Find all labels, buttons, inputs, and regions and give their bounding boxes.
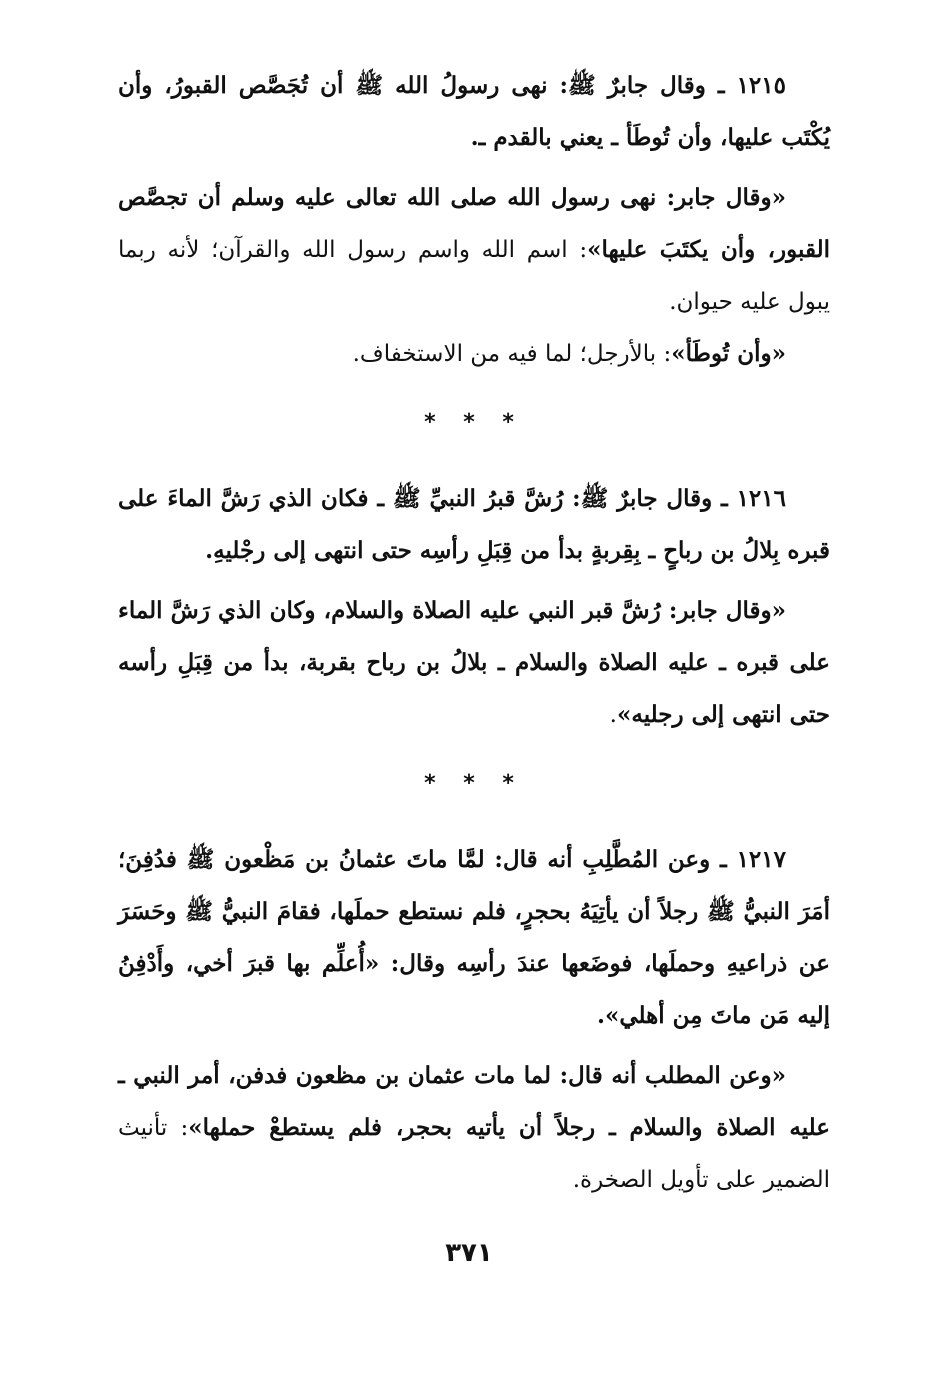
commentary-1215: [118, 172, 830, 328]
hadith-1217-text: ١٢١٧ ـ وعن المُطَّلِبِ أنه قال: لمَّا ماتَ عثمانُ بن مَظْعون ﷺ فدُفِنَ؛ أمَرَ النبيُّ ﷺ رجلاً أن يأتِيَهُ بحجرٍ، فلم نستطع حملَها، فقامَ النبيُّ ﷺ وحَسَرَ عن ذراعيهِ وحملَها، فوضَعها عندَ رأسِه وقال: «أُعلِّم بها قبرَ أخي، وأَدْفِنُ إليه مَن ماتَ مِن أهلي».: [118, 846, 830, 1029]
commentary-1217: [118, 1050, 830, 1206]
hadith-1216: [118, 473, 830, 577]
page-body: [118, 60, 830, 1206]
commentary-1215-explanation: : اسم الله واسم رسول الله والقرآن؛ لأنه ربما يبول عليه حيوان.: [118, 237, 830, 315]
commentary-1215-quote: «وقال جابر: نهى رسول الله صلى الله تعالى عليه وسلم أن تجصَّص القبور، وأن يكتَبَ عليها»: [118, 184, 830, 263]
hadith-1215-text: ١٢١٥ ـ وقال جابرٌ ﷺ: نهى رسولُ الله ﷺ أن تُجَصَّص القبورُ، وأن يُكْتَب عليها، وأن تُوطَأ ـ يعني بالقدم ـ.: [118, 72, 830, 151]
commentary-1215-explanation2: : بالأرجل؛ لما فيه من الاستخفاف.: [352, 341, 672, 367]
commentary-1216-explanation: .: [609, 702, 617, 728]
hadith-1217: [118, 834, 830, 1042]
hadith-1216-text: ١٢١٦ ـ وقال جابرٌ ﷺ: رُشَّ قبرُ النبيِّ ﷺ ـ فكان الذي رَشَّ الماءَ على قبره بِلالُ بن رباحٍ ـ بِقِربةٍ بدأ من قِبَلِ رأسِه حتى انتهى إلى رجْليهِ.: [118, 485, 830, 564]
section-separator: * * *: [424, 771, 524, 796]
commentary-1216: [118, 585, 830, 741]
commentary-1217-quote: «وعن المطلب أنه قال: لما مات عثمان بن مظعون فدفن، أمر النبي ـ عليه الصلاة والسلام ـ رجلاً أن يأتيه بحجر، فلم يستطعْ حملها»: [118, 1062, 830, 1141]
commentary-1215-b: [118, 328, 830, 380]
commentary-1217-explanation: : تأنيث الضمير على تأويل الصخرة.: [118, 1115, 830, 1193]
commentary-1215-quote2: «وأن تُوطَأ»: [671, 340, 786, 367]
section-separator: * * *: [424, 410, 524, 435]
commentary-1216-quote: «وقال جابر: رُشَّ قبر النبي عليه الصلاة والسلام، وكان الذي رَشَّ الماء على قبره ـ عليه الصلاة والسلام ـ بلالُ بن رباح بقربة، بدأ من قِبَلِ رأسه حتى انتهى إلى رجليه»: [118, 597, 830, 728]
hadith-1215: [118, 60, 830, 164]
page-number: ٣٧١: [445, 1238, 493, 1268]
